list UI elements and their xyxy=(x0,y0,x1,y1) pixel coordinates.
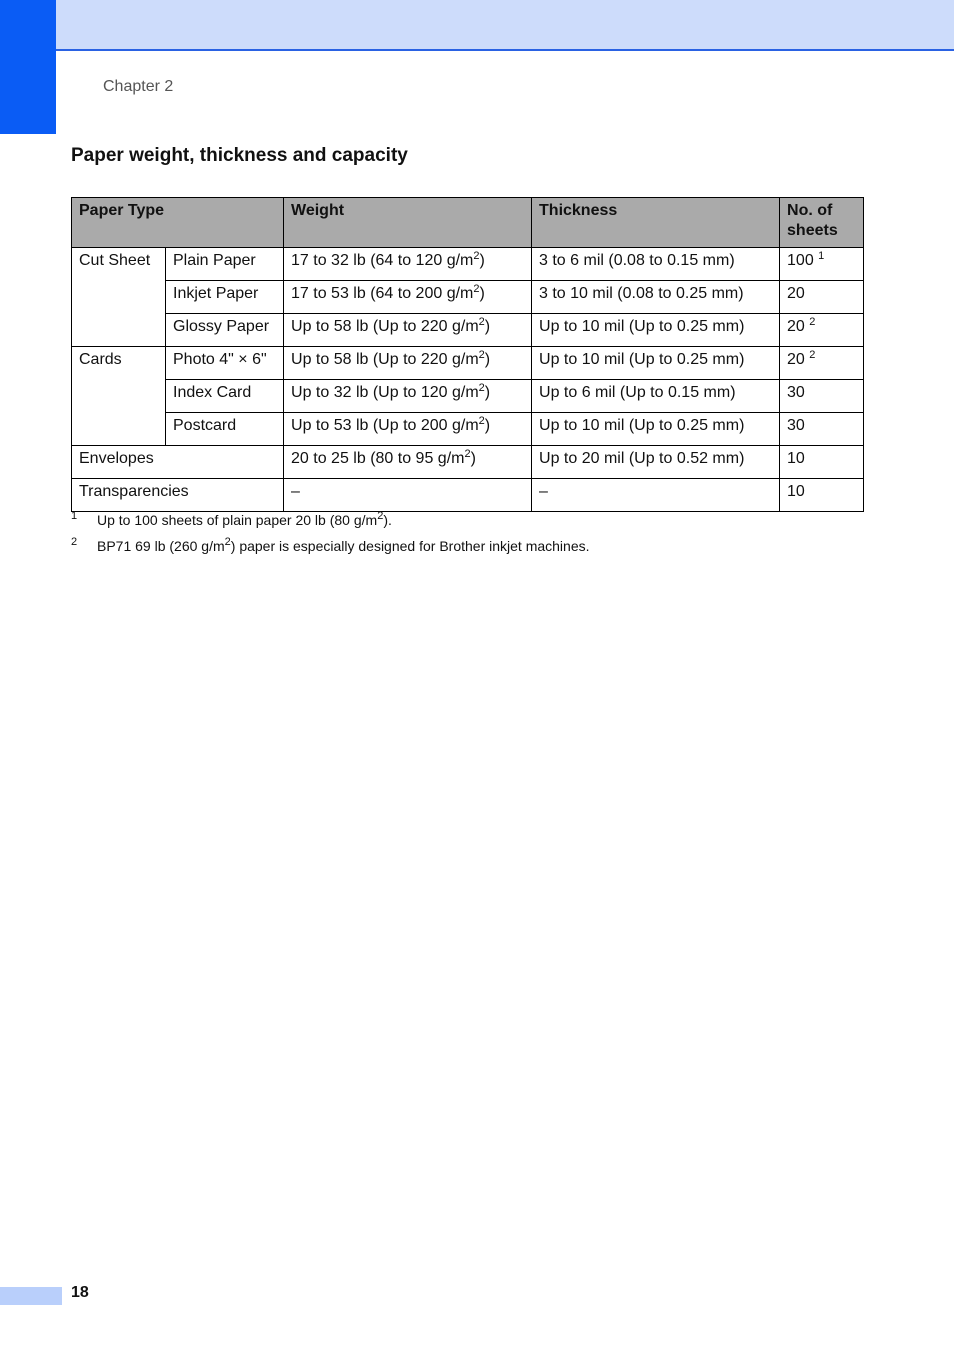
group-cell: Cut Sheet xyxy=(72,248,166,347)
group-cell: Cards xyxy=(72,347,166,446)
footnote-number: 2 xyxy=(71,536,78,548)
footnote-number: 1 xyxy=(71,510,78,522)
col-header-sheets: No. of sheets xyxy=(780,198,864,248)
footer-tab-marker xyxy=(0,1287,62,1305)
thickness-cell: 3 to 6 mil (0.08 to 0.15 mm) xyxy=(532,248,780,281)
type-cell: Photo 4" × 6" xyxy=(166,347,284,380)
thickness-cell: – xyxy=(532,479,780,512)
weight-cell: Up to 58 lb (Up to 220 $g/m^2$) xyxy=(284,314,532,347)
thickness-cell: Up to 6 mil (Up to 0.15 mm) xyxy=(532,380,780,413)
weight-cell: 17 to 53 lb (64 to 200 $g/m^2$) xyxy=(284,281,532,314)
weight-cell: 20 to 25 lb (80 to 95 $g/m^2$) xyxy=(284,446,532,479)
table-row xyxy=(72,314,864,347)
sheets-cell: 20 $^2$ xyxy=(780,314,864,347)
group-cell: Transparencies xyxy=(72,479,284,512)
sheets-cell: 20 xyxy=(780,281,864,314)
type-cell: Glossy Paper xyxy=(166,314,284,347)
table-row xyxy=(72,347,864,380)
thickness-cell: Up to 20 mil (Up to 0.52 mm) xyxy=(532,446,780,479)
table-row xyxy=(72,413,864,446)
sheets-cell: 30 xyxy=(780,380,864,413)
weight-cell: 17 to 32 lb (64 to 120 $g/m^2$) xyxy=(284,248,532,281)
sheets-cell: 10 xyxy=(780,479,864,512)
type-cell: Inkjet Paper xyxy=(166,281,284,314)
footnote-text: BP71 69 lb (260 $g/m^2$) paper is especially designed for Brother inkjet machines. xyxy=(97,536,590,554)
type-cell: Index Card xyxy=(166,380,284,413)
footnote-text: Up to 100 sheets of plain paper 20 lb (80 $g/m^2$). xyxy=(97,510,392,528)
header-band xyxy=(0,0,954,51)
thickness-cell: Up to 10 mil (Up to 0.25 mm) xyxy=(532,413,780,446)
thickness-cell: Up to 10 mil (Up to 0.25 mm) xyxy=(532,347,780,380)
table-row xyxy=(72,248,864,281)
weight-cell: Up to 58 lb (Up to 220 $g/m^2$) xyxy=(284,347,532,380)
table-row xyxy=(72,281,864,314)
table-header-row xyxy=(72,198,864,248)
group-cell: Envelopes xyxy=(72,446,284,479)
col-header-paper-type: Paper Type xyxy=(72,198,284,248)
chapter-tab-marker xyxy=(0,0,56,134)
page-number: 18 xyxy=(71,1284,89,1301)
paper-specs-table xyxy=(71,197,864,512)
chapter-label: Chapter 2 xyxy=(103,78,174,95)
sheets-cell: 30 xyxy=(780,413,864,446)
sheets-cell: 10 xyxy=(780,446,864,479)
table-row xyxy=(72,479,864,512)
weight-cell: Up to 32 lb (Up to 120 $g/m^2$) xyxy=(284,380,532,413)
sheets-cell: 100 $^1$ xyxy=(780,248,864,281)
type-cell: Plain Paper xyxy=(166,248,284,281)
weight-cell: – xyxy=(284,479,532,512)
thickness-cell: 3 to 10 mil (0.08 to 0.25 mm) xyxy=(532,281,780,314)
type-cell: Postcard xyxy=(166,413,284,446)
table-row xyxy=(72,446,864,479)
col-header-thickness: Thickness xyxy=(532,198,780,248)
weight-cell: Up to 53 lb (Up to 200 $g/m^2$) xyxy=(284,413,532,446)
col-header-weight: Weight xyxy=(284,198,532,248)
sheets-cell: 20 $^2$ xyxy=(780,347,864,380)
thickness-cell: Up to 10 mil (Up to 0.25 mm) xyxy=(532,314,780,347)
section-title: Paper weight, thickness and capacity xyxy=(71,145,408,166)
table-row xyxy=(72,380,864,413)
